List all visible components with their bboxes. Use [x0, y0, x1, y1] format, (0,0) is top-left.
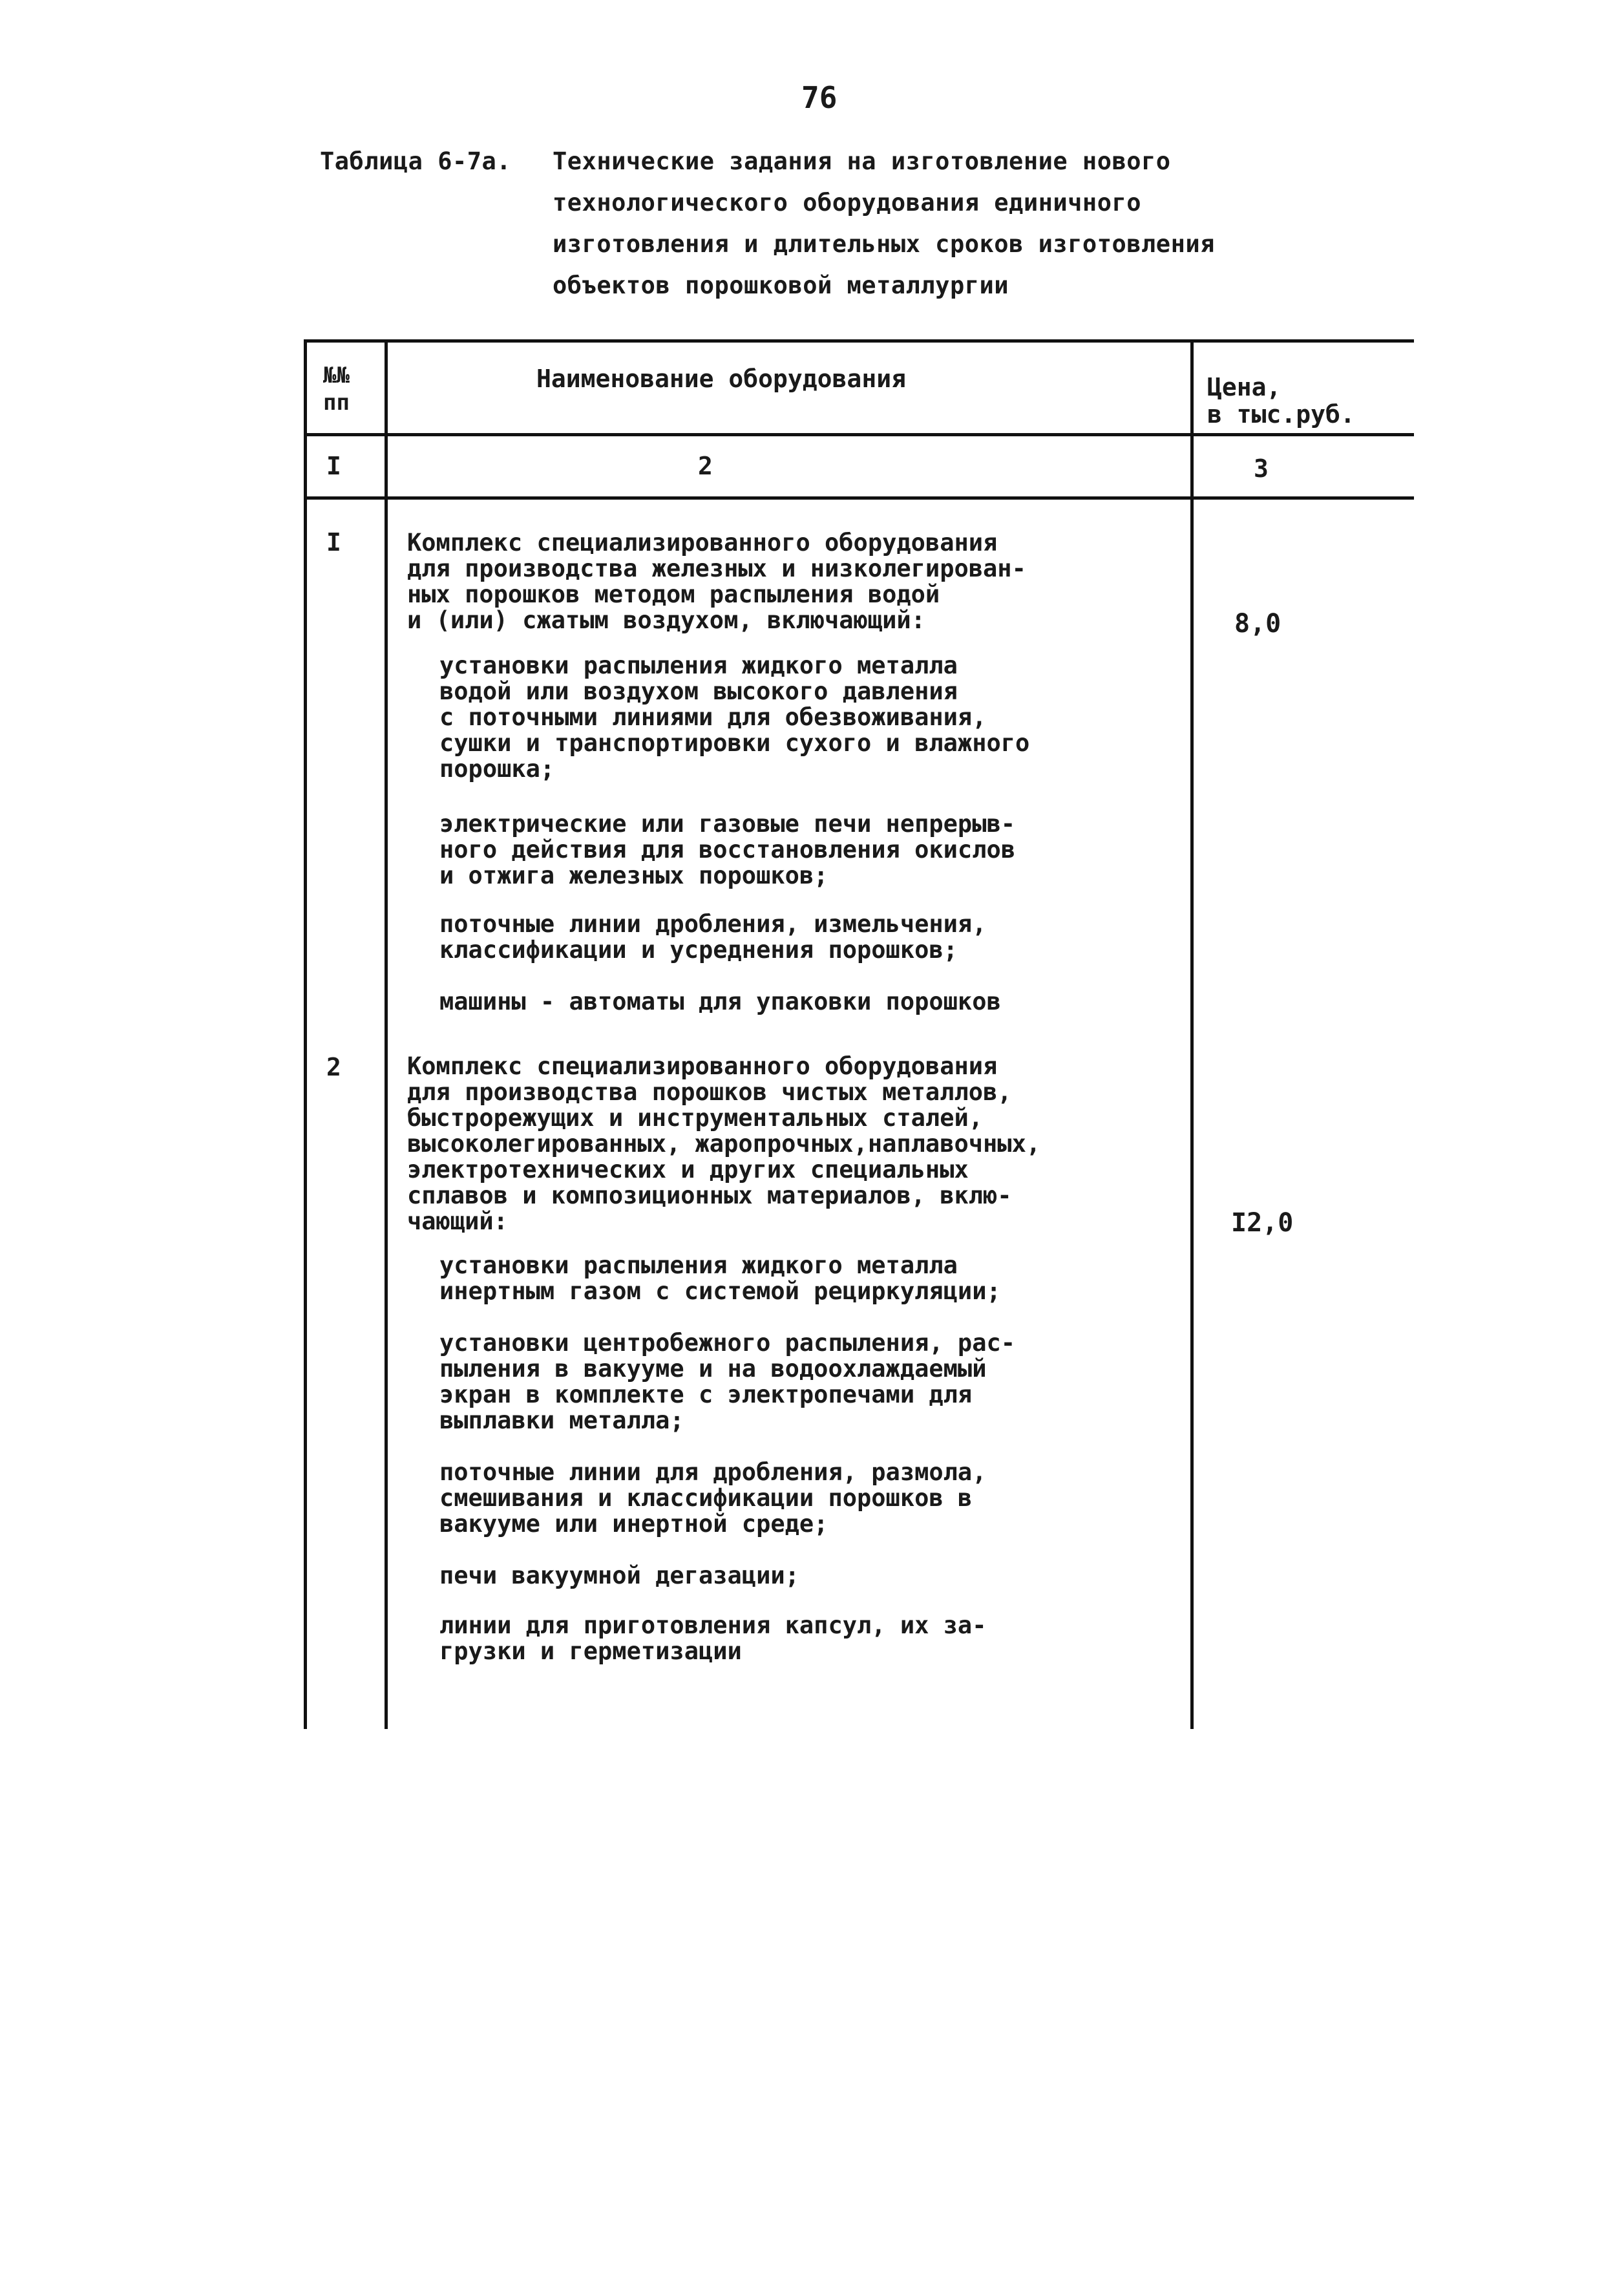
row-item: установки центробежного распыления, рас- пыления в вакууме и на водоохлаждаемый экран в комплекте с электропечами для выплавки металла; — [439, 1329, 1016, 1434]
row-item: машины - автоматы для упаковки порошков — [439, 988, 1001, 1015]
header-price: Цена, в тыс.руб. — [1207, 373, 1355, 429]
table-col-divider-2 — [1190, 339, 1194, 1729]
table-number-row-divider — [304, 496, 1414, 500]
col-number-2: 2 — [698, 452, 713, 480]
col-number-3: 3 — [1254, 454, 1269, 483]
row-item: поточные линии дробления, измельчения, классификации и усреднения порошков; — [439, 910, 987, 964]
row-item: поточные линии для дробления, размола, смешивания и классификации порошков в вакууме или инертной среде; — [439, 1458, 987, 1538]
row-price: 8,0 — [1234, 609, 1281, 639]
caption-label: Таблица 6-7а. — [320, 147, 512, 175]
header-num: №№ пп — [323, 363, 350, 416]
row-number: 2 — [326, 1053, 341, 1081]
page-number: 76 — [801, 80, 838, 115]
row-title: Комплекс специализированного оборудования для производства железных и низколегирован- ных порошков методом распыления водой и (или) сжатым воздухом, включающий: — [407, 529, 1026, 634]
caption-text: Технические задания на изготовление нового технологического оборудования единичного изготовления и длительных сроков изготовления объектов порошковой металлургии — [553, 147, 1215, 299]
header-name: Наименование оборудования — [536, 365, 906, 393]
row-item: печи вакуумной дегазации; — [439, 1562, 799, 1589]
row-item: линии для приготовления капсул, их за- грузки и герметизации — [439, 1611, 987, 1665]
col-number-1: I — [326, 452, 341, 480]
table-col-divider-1 — [385, 339, 388, 1729]
row-price: I2,0 — [1231, 1208, 1294, 1238]
row-title: Комплекс специализированного оборудования для производства порошков чистых металлов, быстрорежущих и инструментальных сталей, высоколегированных, жаропрочных,наплавочных, электротехнических и других специальных сплавов и композиционных материалов, вклю- чающий: — [407, 1052, 1041, 1235]
row-item: установки распыления жидкого металла водой или воздухом высокого давления с поточными линиями для обезвоживания, сушки и транспортировки сухого и влажного порошка; — [439, 652, 1030, 783]
row-number: I — [326, 528, 341, 557]
row-item: установки распыления жидкого металла инертным газом с системой рециркуляции; — [439, 1251, 1001, 1305]
table-header-divider — [304, 433, 1414, 436]
table-left-border — [304, 339, 307, 1729]
row-item: электрические или газовые печи непрерыв- ного действия для восстановления окислов и отжига железных порошков; — [439, 810, 1016, 889]
table-top-border — [304, 339, 1414, 343]
